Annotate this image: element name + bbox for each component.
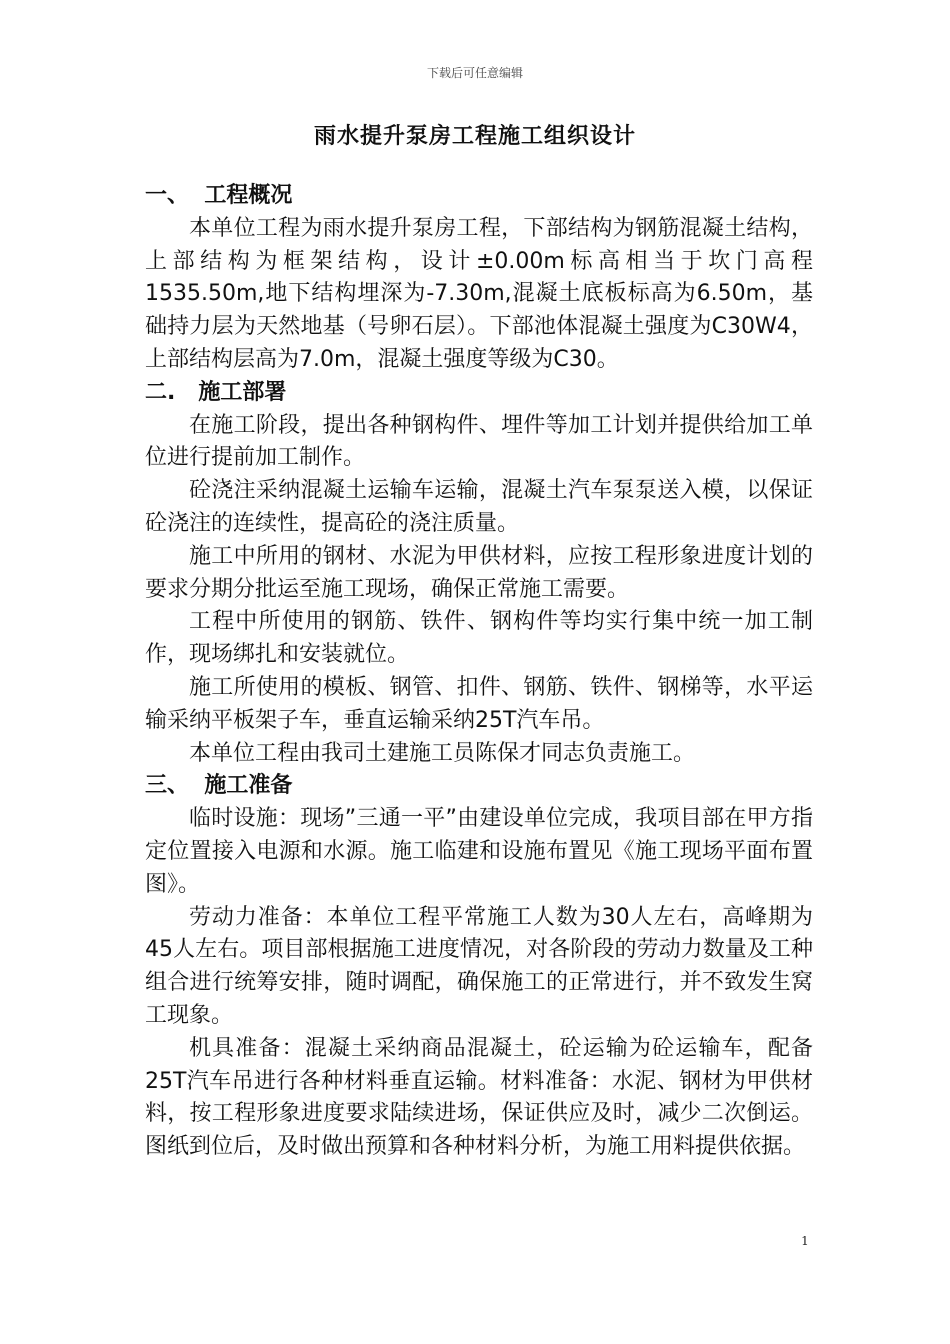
- document-body: [145, 180, 813, 1164]
- paragraph: 临时设施：现场”三通一平”由建设单位完成，我项目部在甲方指定位置接入电源和水源。施工临建和设施布置见《施工现场平面布置图》。: [145, 806, 813, 897]
- paragraph: 劳动力准备：本单位工程平常施工人数为30人左右，高峰期为45人左右。项目部根据施工进度情况，对各阶段的劳动力数量及工种组合进行统筹安排，随时调配，确保施工的正常进行，并不致发生窝工现象。: [145, 904, 813, 1028]
- paragraph: 本单位工程为雨水提升泵房工程，下部结构为钢筋混凝土结构，上部结构为框架结构，设计±0.00m标高相当于坎门高程1535.50m,地下结构埋深为-7.30m,混凝土底板标高为6.50m，基础持力层为天然地基（号卵石层）。下部池体混凝土强度为C30W4，上部结构层高为7.0m，混凝土强度等级为C30。: [145, 215, 813, 372]
- document-title: 雨水提升泵房工程施工组织设计: [313, 124, 636, 149]
- paragraph: 本单位工程由我司土建施工员陈保才同志负责施工。: [189, 740, 696, 766]
- section-heading: 一、 工程概况: [145, 183, 293, 208]
- section-overview: [145, 180, 813, 377]
- paragraph: 机具准备：混凝土采纳商品混凝土，砼运输为砼运输车，配备25T汽车吊进行各种材料垂直运输。材料准备：水泥、钢材为甲供材料，按工程形象进度要求陆续进场，保证供应及时，减少二次倒运。图纸到位后，及时做出预算和各种材料分析，为施工用料提供依据。: [145, 1035, 813, 1160]
- section-heading: 三、 施工准备: [145, 773, 293, 799]
- header-note: 下载后可任意编辑: [426, 66, 523, 80]
- paragraph: 施工所使用的模板、钢管、扣件、钢筋、铁件、钢梯等，水平运输采纳平板架子车，垂直运输采纳25T汽车吊。: [145, 674, 813, 733]
- paragraph: 在施工阶段，提出各种钢构件、埋件等加工计划并提供给加工单位进行提前加工制作。: [145, 412, 813, 471]
- paragraph: 砼浇注采纳混凝土运输车运输，混凝土汽车泵泵送入模，以保证砼浇注的连续性，提高砼的浇注质量。: [145, 478, 813, 536]
- page-number: 1: [801, 1234, 809, 1248]
- section-heading: 二. 施工部署: [145, 379, 287, 405]
- paragraph: 施工中所用的钢材、水泥为甲供材料，应按工程形象进度计划的要求分期分批运至施工现场，确保正常施工需要。: [145, 543, 813, 602]
- section-deployment: [145, 377, 813, 771]
- paragraph: 工程中所使用的钢筋、铁件、钢构件等均实行集中统一加工制作，现场绑扎和安装就位。: [145, 609, 813, 668]
- section-preparation: [145, 770, 813, 1164]
